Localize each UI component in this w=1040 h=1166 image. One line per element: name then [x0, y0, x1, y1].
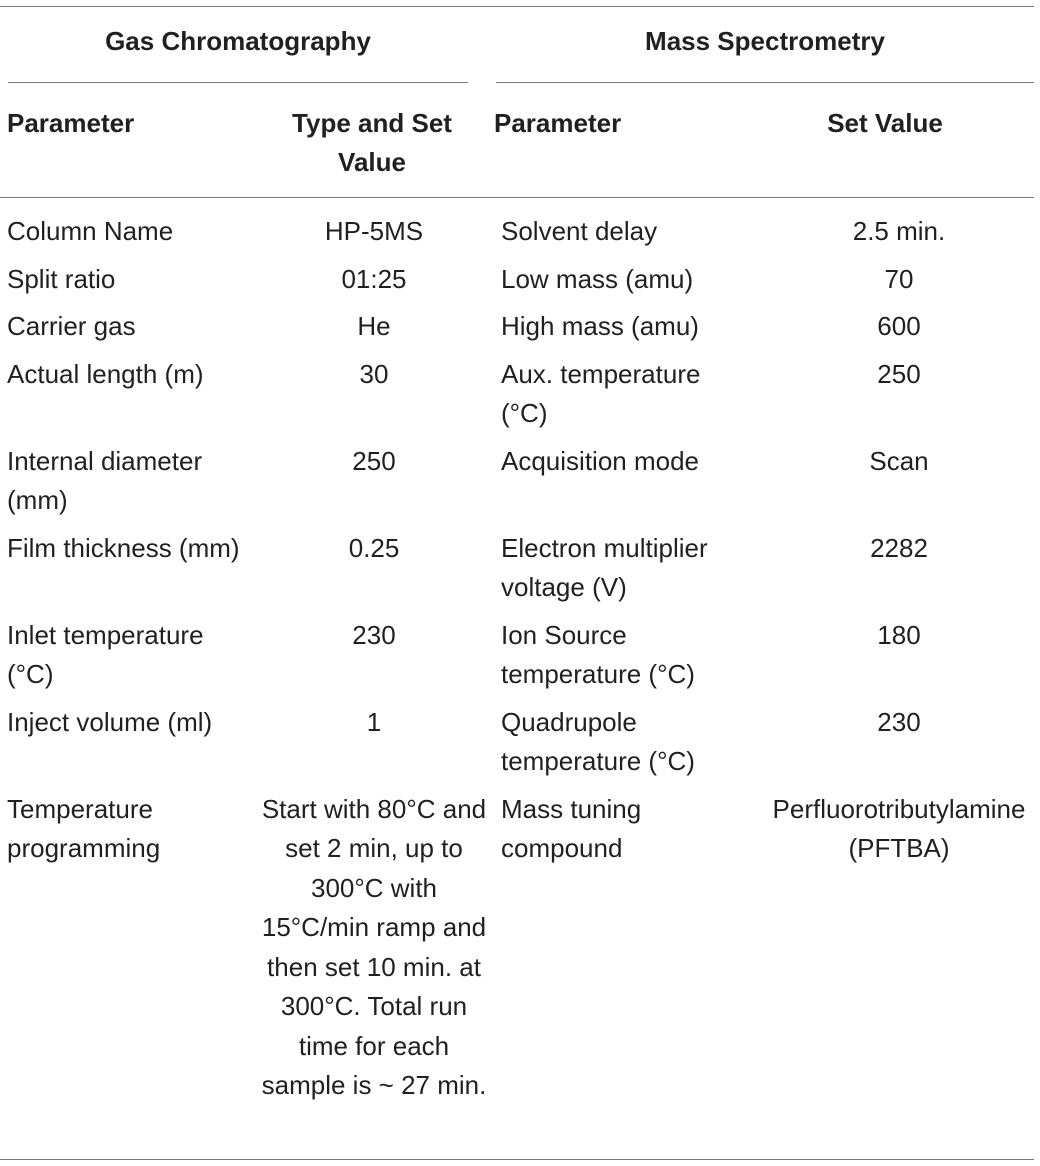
gc-value-cell: Start with 80°C and set 2 min, up to 300°C with 15°C/min ramp and then set 10 min. at 300°C. Total run time for each sample is ~ 27 min. — [261, 793, 487, 1100]
ms-value-header: Set Value — [827, 108, 943, 138]
gc-value-cell: 01:25 — [341, 263, 407, 294]
table-row — [0, 212, 1040, 260]
ms-param-cell: Quadrupole temperature (°C) — [501, 706, 695, 776]
gc-param-cell: Split ratio — [7, 263, 116, 294]
ms-param-cell: Solvent delay — [501, 216, 658, 246]
ms-value-cell: Perfluorotributylamine (PFTBA) — [772, 793, 1026, 863]
gc-value-cell: 1 — [366, 706, 382, 737]
gc-param-cell: Temperature programming — [7, 793, 161, 863]
ms-param-cell: Acquisition mode — [501, 445, 699, 476]
ms-group-rule — [496, 82, 1034, 83]
ms-value-cell: 600 — [877, 311, 921, 341]
ms-value-cell: 70 — [884, 263, 914, 294]
gc-param-cell: Inlet temperature (°C) — [7, 619, 204, 689]
gc-param-cell: Carrier gas — [7, 311, 136, 341]
table-row — [0, 703, 1040, 790]
gc-group-heading: Gas Chromatography — [105, 26, 371, 56]
gc-param-cell: Column Name — [7, 216, 174, 246]
table-body — [0, 212, 1040, 1114]
gc-parameter-header: Parameter — [7, 108, 135, 138]
header-rule — [0, 197, 1034, 198]
table-row — [0, 616, 1040, 703]
ms-param-cell: High mass (amu) — [501, 311, 699, 341]
gc-value-cell: 30 — [359, 358, 389, 389]
table-row — [0, 260, 1040, 308]
top-rule — [0, 6, 1034, 7]
gc-group-rule — [8, 82, 468, 83]
ms-param-cell: Electron multiplier voltage (V) — [501, 532, 708, 602]
gc-param-cell: Internal diameter (mm) — [7, 445, 203, 515]
ms-param-cell: Mass tuning compound — [501, 793, 642, 863]
ms-value-cell: 2.5 min. — [852, 216, 946, 246]
gc-param-cell: Film thickness (mm) — [7, 532, 240, 563]
gc-value-cell: He — [357, 311, 391, 341]
bottom-rule — [0, 1159, 1034, 1160]
ms-value-cell: Scan — [869, 445, 929, 476]
ms-param-cell: Low mass (amu) — [501, 263, 694, 294]
ms-value-cell: 230 — [877, 706, 921, 737]
gc-param-cell: Actual length (m) — [7, 358, 204, 389]
ms-value-cell: 2282 — [870, 532, 928, 563]
gc-param-cell: Inject volume (ml) — [7, 706, 213, 737]
gc-value-cell: HP-5MS — [324, 216, 424, 246]
table-row — [0, 790, 1040, 1114]
ms-parameter-header: Parameter — [494, 108, 622, 138]
gc-value-cell: 250 — [352, 445, 396, 476]
gc-value-header: Type and Set Value — [292, 108, 452, 177]
ms-group-heading: Mass Spectrometry — [645, 26, 885, 56]
table-row — [0, 355, 1040, 442]
table-row — [0, 529, 1040, 616]
ms-value-cell: 180 — [877, 619, 921, 650]
table-row — [0, 307, 1040, 355]
ms-param-cell: Aux. temperature (°C) — [501, 358, 701, 428]
gc-value-cell: 0.25 — [348, 532, 400, 563]
gc-value-cell: 230 — [352, 619, 396, 650]
ms-param-cell: Ion Source temperature (°C) — [501, 619, 695, 689]
table-row — [0, 442, 1040, 529]
ms-value-cell: 250 — [877, 358, 921, 389]
